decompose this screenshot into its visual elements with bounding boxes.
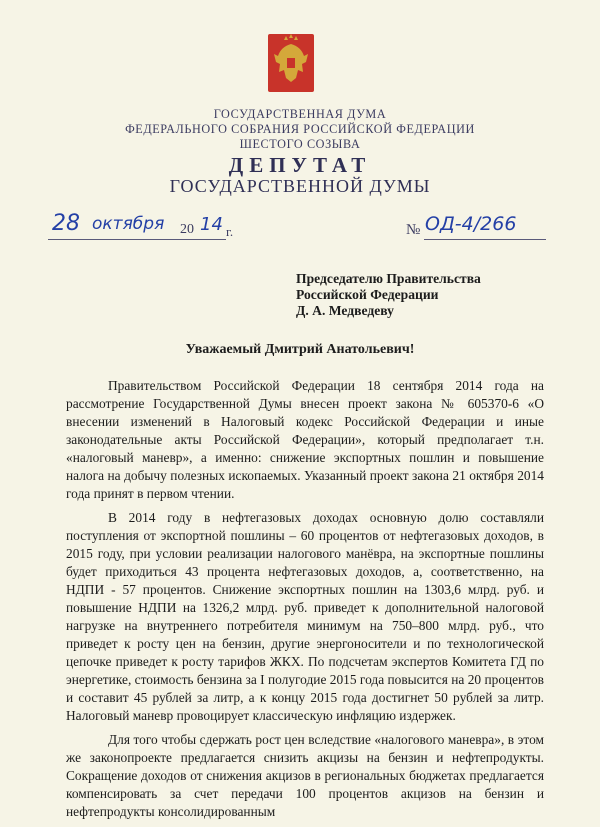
- org-line-3: ШЕСТОГО СОЗЫВА: [239, 137, 361, 151]
- deputy-title: ДЕПУТАТ: [228, 153, 372, 177]
- date-suffix: г.: [226, 224, 234, 239]
- date-year-prefix: 20: [180, 222, 194, 237]
- number-underline: [424, 239, 546, 240]
- date-underline: [48, 239, 226, 240]
- paragraph: В 2014 году в нефтегазовых доходах основную долю составляли поступления от экспортной пошлины – 60 процентов от нефтегазовых доходов, в 2015 году, при условии реализации налогового манёвра, на экспортные пошлины будет приходиться 43 процента нефтегазовых доходов, а, соответственно, на НДПИ - 57 процентов. Снижение экспортных пошлин на 1303,6 млрд. руб. и повышение НДПИ на 1326,2 млрд. руб. приведет к дополнительной налоговой нагрузке на внутреннего потребителя минимум на 750–800 млрд. руб., что приведет к росту цен на бензин, другие энергоносители и по технологической цепочке приведет к росту тарифов ЖКХ. По подсчетам экспертов Комитета ГД по энергетике, стоимость бензина за I полугодие 2015 года повысится на 20 процентов и составит 45 рублей за литр, а к концу 2015 года достигнет 50 рублей за литр. Налоговый маневр провоцирует классическую инфляцию издержек.: [66, 510, 544, 723]
- addressee-line-3: Д. А. Медведеву: [296, 303, 394, 318]
- org-line-2: ФЕДЕРАЛЬНОГО СОБРАНИЯ РОССИЙСКОЙ ФЕДЕРАЦИИ: [125, 122, 475, 136]
- paragraph: Для того чтобы сдержать рост цен вследствие «налогового маневра», в этом же законопроекте предлагается снизить акцизы на бензин и нефтепродукты. Сокращение доходов от снижения акцизов в региональных бюджетах предлагается компенсировать за счет передачи 100 процентов акцизов на бензин и нефтепродукты консолидированным: [66, 732, 544, 819]
- duma-subtitle: ГОСУДАРСТВЕННОЙ ДУМЫ: [169, 176, 431, 196]
- coat-of-arms-icon: [266, 32, 316, 94]
- date-day: 28: [52, 211, 80, 236]
- paragraph: Правительством Российской Федерации 18 сентября 2014 года на рассмотрение Государственной Думы внесен проект закона № 605370-6 «О внесении изменений в Налоговый кодекс Российской Федерации и иные законодательные акты Российской Федерации», который предполагает т.н. «налоговый маневр», а именно: снижение экспортных пошлин и повышение налога на добычу полезных ископаемых. Указанный проект закона 21 октября 2014 года принят в первом чтении.: [66, 378, 544, 501]
- date-year: 14: [200, 214, 223, 235]
- addressee-block: [296, 271, 481, 319]
- number-label: №: [406, 222, 421, 238]
- addressee-line-2: Российской Федерации: [296, 287, 439, 302]
- org-line-1: ГОСУДАРСТВЕННАЯ ДУМА: [213, 107, 387, 121]
- letter-body: [66, 377, 544, 827]
- date-month: октября: [92, 214, 165, 234]
- salutation: Уважаемый Дмитрий Анатольевич!: [185, 342, 415, 357]
- addressee-line-1: Председателю Правительства: [296, 271, 481, 286]
- document-number: ОД-4/266: [425, 213, 517, 235]
